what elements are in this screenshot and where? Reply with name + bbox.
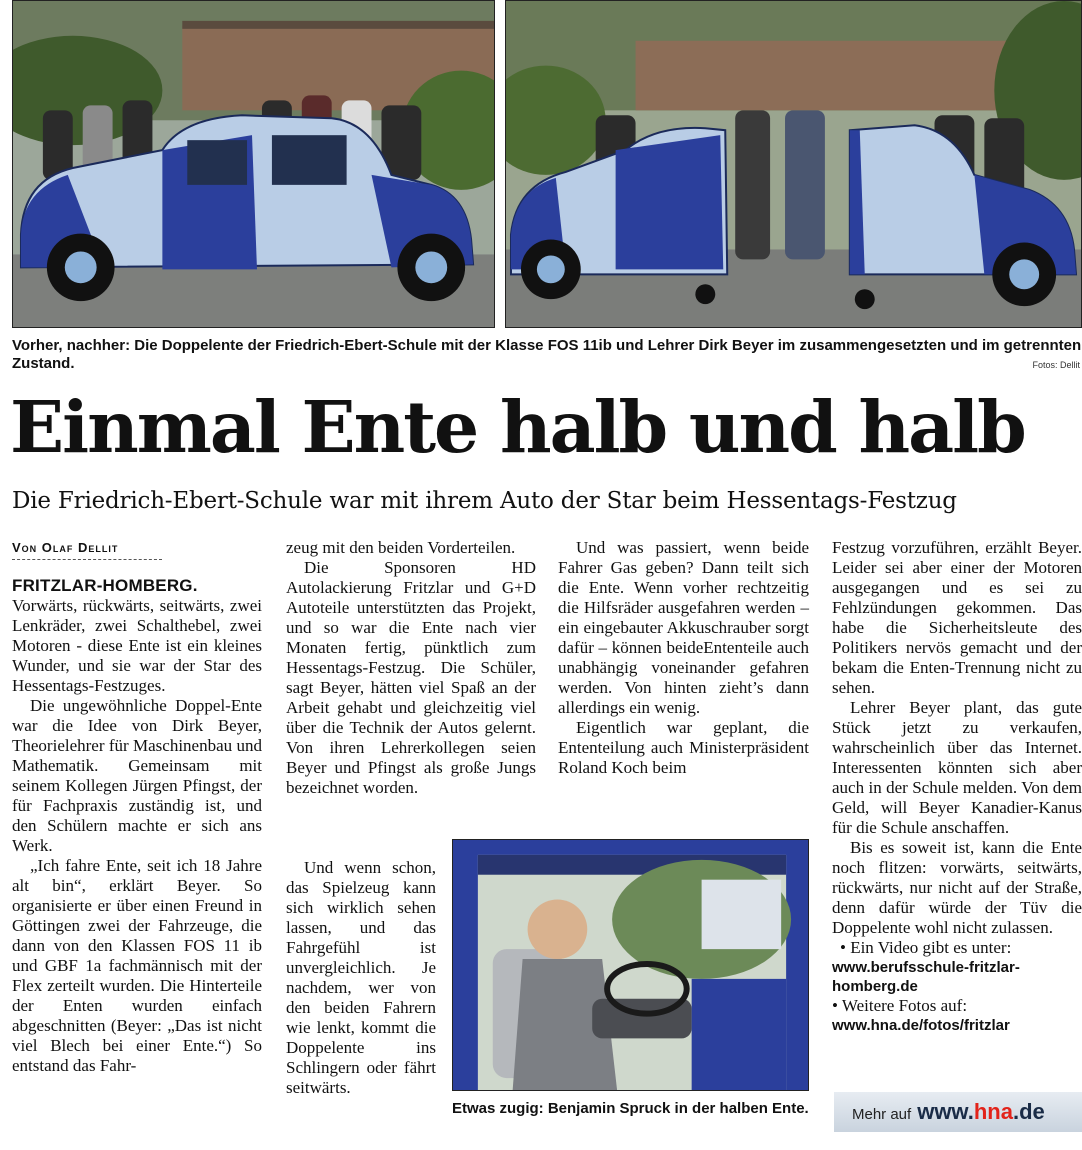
article-subheadline: Die Friedrich-Ebert-Schule war mit ihrem Auto der Star beim Hessentags-Festzug [12, 488, 957, 514]
photo-car-joined [12, 0, 495, 328]
photo-driver-illustration [453, 840, 808, 1090]
photo-car-joined-illustration [13, 1, 494, 327]
photo-driver-half-car [452, 839, 809, 1091]
paragraph: Die ungewöhnliche Doppel-Ente war die Idee von Dirk Beyer, Theorielehrer für Maschinenbau und Mathematik. Gemeinsam mit seinem Kollegen Jürgen Pfingst, der für Fachpraxis zuständig ist, und den Schülern machte er sich ans Werk. [12, 696, 262, 855]
photo-caption-bottom: Etwas zugig: Benjamin Spruck in der halben Ente. [452, 1100, 809, 1117]
byline: Von Olaf Dellit [12, 538, 162, 560]
photo-car-separated [505, 0, 1082, 328]
dateline: FRITZLAR-HOMBERG. [12, 576, 198, 595]
paragraph: „Ich fahre Ente, seit ich 18 Jahre alt bin“, erklärt Beyer. So organisierte er über einen Freund in Göttingen zwei der Fahrzeuge, die dann von den Klassen FOS 11 ib und GBF 1a fachmännisch mit der Flex zerteilt wurden. Die Hinterteile der Enten wurden einfach abgeschnitten (Beyer: „Das ist nicht viel Blech bei einer Ente.“) So entstand das Fahr- [12, 856, 262, 1075]
article-column-1 [12, 538, 262, 1076]
photo-caption-top: Vorher, nachher: Die Doppelente der Friedrich-Ebert-Schule mit der Klasse FOS 11ib und Lehrer Dirk Beyer im zusammengesetzten und im getrennten Zustand. [12, 337, 1082, 372]
paragraph: zeug mit den beiden Vorderteilen. [286, 538, 516, 557]
paragraph: Die Sponsoren HD Autolackierung Fritzlar und G+D Autoteile unterstützten das Projekt, und so war die Ente nach vier Monaten fertig, pünktlich zum Hessentags-Festzug. Die Schüler, sagt Beyer, hätten viel Spaß an der Arbeit gehabt und gleichzeitig viel über die Technik der Autos gelernt. Von ihren Lehrerkollegen seien Beyer und Pfingst als große Jungs bezeichnet worden. [286, 558, 536, 797]
paragraph: Und was passiert, wenn beide Fahrer Gas geben? Dann teilt sich die Ente. Wenn vorher rechtzeitig die Hilfsräder ausgefahren werden – ein eingebauter Akkuschrauber sorgt dafür – können beideEntenteile auch unabhängig voneinander gefahren werden. Von hinten zieht’s dann allerdings ein wenig. [558, 538, 809, 717]
paragraph: Eigentlich war geplant, die Ententeilung auch Ministerpräsident Roland Koch beim [558, 718, 809, 777]
paragraph: Und wenn schon, das Spielzeug kann sich wirklich sehen lassen, und das Fahrgefühl ist unvergleichlich. Je nachdem, wer von den beiden Fahrern wie lenkt, kommt die Doppelente ins Schlingern oder fährt seitwärts. [286, 858, 436, 1097]
article-column-3 [558, 538, 809, 778]
hna-site-link[interactable] [917, 1099, 1045, 1124]
hna-promo-prefix: Mehr auf [852, 1106, 912, 1123]
video-link[interactable]: www.berufsschule-fritzlar-homberg.de [832, 959, 1020, 995]
article-headline: Einmal Ente halb und halb [10, 385, 1025, 469]
hna-site-www: www. [917, 1099, 974, 1124]
photo-car-separated-illustration [506, 1, 1081, 327]
article-column-4 [832, 538, 1082, 1035]
paragraph: Festzug vorzuführen, erzählt Beyer. Leider sei aber einer der Motoren ausgegangen und es sei zu Fehlzündungen gekommen. Das habe die Sicherheitsleute des Politikers nervös gemacht und der bekam die Enten-Trennung nicht zu sehen. [832, 538, 1082, 697]
photos-note: • Weitere Fotos auf: [832, 996, 968, 1015]
photo-credit: Fotos: Dellit [1032, 360, 1080, 370]
hna-site-tld: .de [1012, 1099, 1045, 1124]
paragraph: Bis es soweit ist, kann die Ente noch flitzen: vorwärts, seitwärts, rückwärts, nur nicht auf der Straße, denn dafür würde der Tüv die Doppelente wohl nicht zulassen. [832, 838, 1082, 937]
article-column-2 [286, 538, 536, 798]
hna-promo-box[interactable] [834, 1092, 1082, 1132]
paragraph-text: Vorwärts, rückwärts, seitwärts, zwei Lenkräder, zwei Schalthebel, zwei Motoren - diese Ente ist ein kleines Wunder, und sie war der Star des Hessentags-Festzuges. [12, 596, 262, 695]
paragraph: Lehrer Beyer plant, das gute Stück jetzt zu verkaufen, wahrscheinlich über das Internet. Interessenten könnten sich aber auch in der Schule melden. Von dem Geld, will Beyer Kanadier-Kanus für die Schule anschaffen. [832, 698, 1082, 837]
article-column-2-narrow [286, 858, 436, 1098]
video-note: • Ein Video gibt es unter: [840, 938, 1012, 957]
hna-site-brand: hna [973, 1099, 1013, 1124]
paragraph [12, 576, 262, 696]
photos-link[interactable]: www.hna.de/fotos/fritzlar [832, 1017, 1010, 1034]
